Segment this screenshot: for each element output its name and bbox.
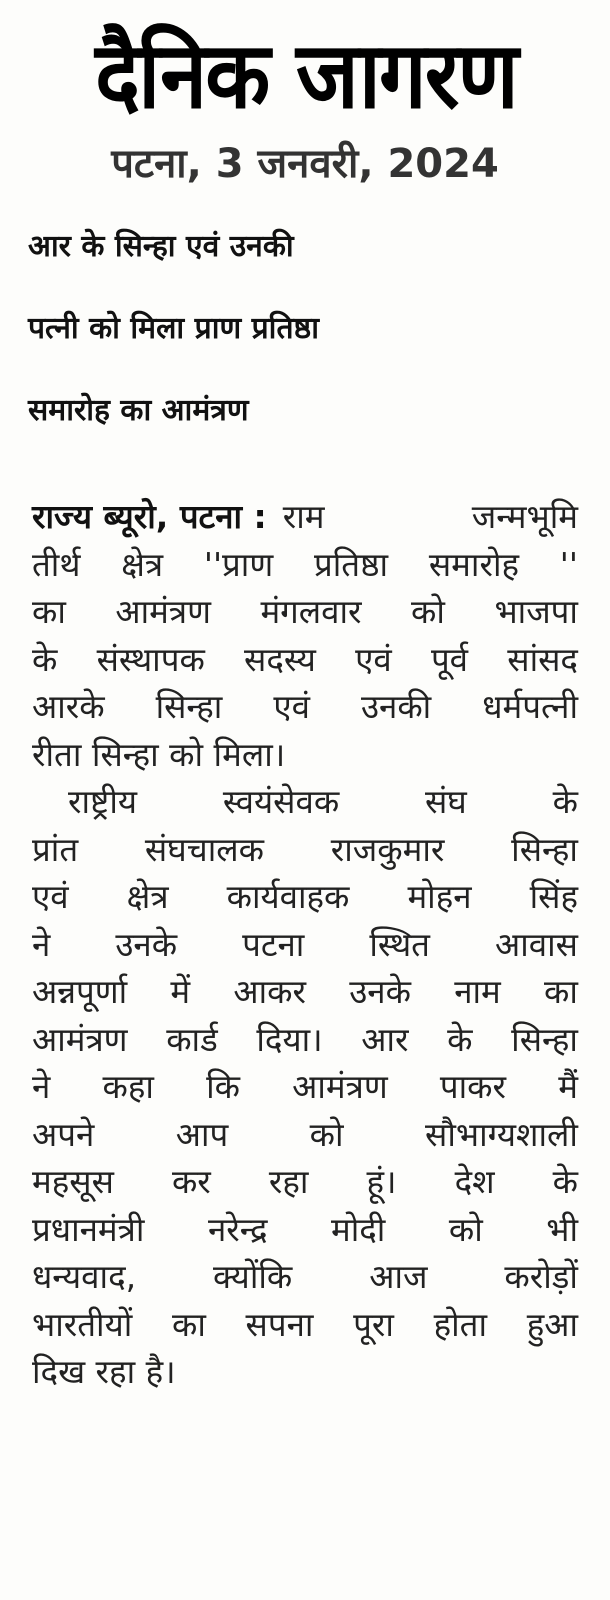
article-line [32, 493, 578, 541]
article-line: का आमंत्रण मंगलवार को भाजपा [32, 592, 578, 631]
article-line: भारतीयों का सपना पूरा होता हुआ [32, 1304, 578, 1344]
article-line: के संस्थापक सदस्य एवं पूर्व सांसद [32, 639, 578, 679]
headline-line: आर के सिन्हा एवं उनकी [28, 229, 294, 264]
article-line: तीर्थ क्षेत्र ''प्राण प्रतिष्ठा समारोह '' [32, 544, 578, 584]
article-line: महसूस कर रहा हूं। देश के [32, 1162, 578, 1201]
article-line: ने कहा कि आमंत्रण पाकर मैं [32, 1067, 578, 1106]
article-line: दिख रहा है। [32, 1352, 176, 1391]
article-line: अन्नपूर्णा में आकर उनके नाम का [32, 972, 578, 1011]
article-text: राम जन्मभूमि [282, 497, 578, 536]
article-line: रीता सिन्हा को मिला। [32, 734, 286, 774]
article-line: एवं क्षेत्र कार्यवाहक मोहन सिंह [32, 877, 578, 916]
article-line: प्रांत संघचालक राजकुमार सिन्हा [32, 829, 578, 869]
article-line: प्रधानमंत्री नरेन्द्र मोदी को भी [32, 1209, 578, 1249]
article-line: ने उनके पटना स्थित आवास [32, 924, 578, 964]
byline: राज्य ब्यूरो, पटना : [32, 497, 267, 536]
newspaper-masthead: दैनिक जागरण [95, 21, 517, 129]
article-line: आमंत्रण कार्ड दिया। आर के सिन्हा [32, 1019, 578, 1059]
headline-line: पत्नी को मिला प्राण प्रतिष्ठा [28, 311, 319, 346]
article-line: धन्यवाद, क्योंकि आज करोड़ों [32, 1257, 578, 1296]
article-line: आरके सिन्हा एवं उनकी धर्मपत्नी [32, 687, 578, 726]
article-body [32, 493, 578, 1396]
article-headline [28, 206, 588, 452]
dateline: पटना, 3 जनवरी, 2024 [111, 141, 499, 187]
article-line: अपने आप को सौभाग्यशाली [32, 1114, 578, 1154]
article-line: राष्ट्रीय स्वयंसेवक संघ के [68, 782, 578, 821]
headline-line: समारोह का आमंत्रण [28, 393, 249, 428]
